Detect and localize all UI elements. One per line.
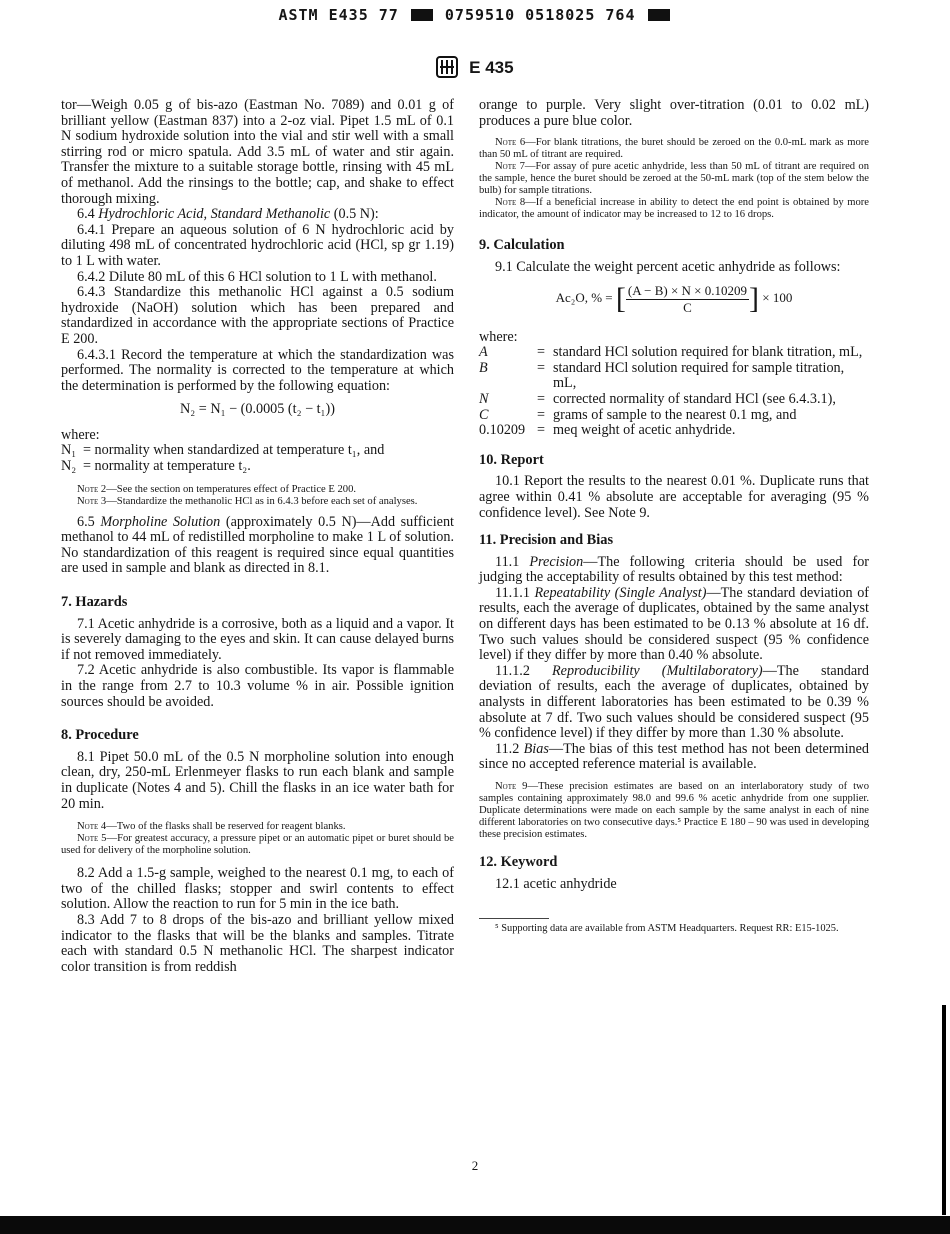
def-equals: = bbox=[537, 406, 546, 423]
paragraph-8-3: 8.3 Add 7 to 8 drops of the bis-azo and brilliant yellow mixed indicator to the flasks that will be the blanks and samples. Titrate each with standard 0.5 N methanolic HCl. The sharpest indicator color transition is from reddish bbox=[61, 911, 454, 975]
paragraph-7-1: 7.1 Acetic anhydride is a corrosive, both as a liquid and a vapor. It is severely damaging to the eyes and skin. It can cause delayed burns if not removed immediately. bbox=[61, 615, 454, 663]
def-text: meq weight of acetic anhydride. bbox=[553, 422, 736, 439]
black-block-mark bbox=[411, 9, 433, 21]
astm-logo-icon bbox=[436, 56, 458, 78]
paragraph-6-4-3: 6.4.3 Standardize this methanolic HCl against a 0.5 sodium hydroxide (NaOH) solution which has been prepared and standardized in accordance with the appropriate sections of Practice E 200. bbox=[61, 284, 454, 347]
paragraph-8-2: 8.2 Add a 1.5-g sample, weighed to the nearest 0.1 mg, to each of two of the chilled flasks; stopper and swirl contents to effect solution. Allow the reaction to run for 5 min in the ice bath. bbox=[61, 865, 454, 913]
left-column bbox=[61, 98, 454, 975]
paragraph-11-1-1: 11.1.1 Repeatability (Single Analyst)—The standard deviation of results, each the average of duplicates, obtained by the same analyst on different days has been estimated to be 0.13 % absolute at 16 df. Two such values should be considered suspect (95 % confidence level) if they differ by more than 0.40 % absolute. bbox=[479, 584, 870, 664]
def-equals: = bbox=[537, 344, 546, 361]
page-number: 2 bbox=[471, 1158, 479, 1173]
heading-keyword: 12. Keyword bbox=[479, 854, 558, 870]
def-symbol: A bbox=[479, 344, 488, 361]
def-text: grams of sample to the nearest 0.1 mg, and bbox=[553, 406, 797, 423]
def-text: standard HCl solution required for blank titration, mL, bbox=[553, 344, 863, 361]
paragraph-8-3-cont: orange to purple. Very slight over-titration (0.01 to 0.02 mL) produces a pure blue color. bbox=[479, 97, 869, 129]
def-symbol: 0.10209 bbox=[479, 422, 526, 439]
def-equals: = bbox=[537, 422, 546, 439]
section-6-5: 6.5 Morpholine Solution (approximately 0.5 N)—Add sufficient methanol to 44 mL of redistilled morpholine to make 1 L of solution. No standardization of this reagent is required since equal quantities are used in sample and blank as directed in 8.1. bbox=[61, 513, 454, 577]
footnote-5: ⁵ Supporting data are available from ASTM Headquarters. Request RR: E15-1025. bbox=[495, 923, 839, 935]
paragraph-7-2: 7.2 Acetic anhydride is also combustible. Its vapor is flammable in the range from 2.7 to 10.3 volume % in air. Possible ignition sources should be avoided. bbox=[61, 662, 454, 710]
heading-hazards: 7. Hazards bbox=[61, 594, 128, 611]
header-code-a: ASTM E435 77 bbox=[278, 6, 399, 24]
where-label-2: where: bbox=[479, 328, 518, 345]
paragraph-11-2: 11.2 Bias—The bias of this test method has not been determined since no accepted reference material is available. bbox=[479, 740, 870, 773]
note-4: Note 4—Two of the flasks shall be reserved for reagent blanks. bbox=[77, 821, 346, 833]
paragraph-6-4-1: 6.4.1 Prepare an aqueous solution of 6 N hydrochloric acid by diluting 498 mL of concentrated hydrochloric acid (HCl, sp gr 1.19) to 1 L with water. bbox=[61, 221, 454, 269]
note-7: Note 7—For assay of pure acetic anhydride, less than 50 mL of titrant are required on the sample, hence the buret should be zeroed at the 50-mL mark (top of the stem below the bulb) for sample titrations. bbox=[479, 161, 870, 197]
paragraph-indicator-cont: tor—Weigh 0.05 g of bis-azo (Eastman No. 7089) and 0.01 g of brilliant yellow (Eastman 837) into a 2-oz vial. Pipet 1.5 mL of 0.1 N sodium hydroxide solution into the vial and stir well with a small stirring rod or micro spatula. Add 3.5 mL of water and stir again. Transfer the mixture to a suitable storage bottle, rinsing with 45 mL of methanol. Add the rinsings to the bottle; cap, and shake to effect thorough mixing. bbox=[61, 97, 454, 207]
right-column bbox=[479, 98, 869, 935]
black-block-mark bbox=[648, 9, 670, 21]
heading-report: 10. Report bbox=[479, 451, 544, 468]
scan-bottom-band bbox=[0, 1216, 950, 1234]
paragraph-6-4-3-1: 6.4.3.1 Record the temperature at which the standardization was performed. The normality is corrected to the temperature at which the determination is performed by the following equation: bbox=[61, 346, 454, 394]
note-6: Note 6—For blank titrations, the buret should be zeroed on the 0.0-mL mark as more than 50 mL of titrant are required. bbox=[479, 137, 869, 161]
where-label: where: bbox=[61, 426, 100, 443]
paragraph-11-1-2: 11.1.2 Reproducibility (Multilaboratory)—The standard deviation of results, each the average of duplicates, obtained by analysts in different laboratories has been estimated to be 0.39 % absolute at 7 df. Two such values should be considered suspect (95 % confidence level) if they differ by more than 1.30 % absolute. bbox=[479, 662, 870, 742]
def-text: corrected normality of standard HCl (see 6.4.3.1), bbox=[553, 390, 836, 407]
heading-procedure: 8. Procedure bbox=[61, 727, 139, 744]
acetic-anhydride-equation: Ac₂O, % = [ $\frac{(A - B) \times N \times 0.10209}{C}$ ] × 100 bbox=[555, 282, 793, 316]
note-9: Note 9—These precision estimates are based on an interlaboratory study of two samples containing approximately 98.0 and 99.6 % acetic anhydride from one supplier. Duplicate determinations were made on each sample by the same analyst in each of nine different laboratories on two consecutive days.⁵ Practice E 180 – 90 was used in developing these precision estimates. bbox=[479, 781, 870, 840]
footnote-rule bbox=[479, 918, 549, 919]
def-equals: = bbox=[537, 390, 546, 407]
paragraph-9-1: 9.1 Calculate the weight percent acetic anhydride as follows: bbox=[495, 258, 841, 275]
note-2: Note 2—See the section on temperatures effect of Practice E 200. bbox=[77, 483, 357, 495]
note-8: Note 8—If a beneficial increase in ability to detect the end point is obtained by more indicator, the amount of indicator may be increased to 12 to 16 drops. bbox=[479, 197, 870, 221]
scan-header-code bbox=[0, 6, 950, 24]
def-symbol: B bbox=[479, 359, 488, 376]
variable-definitions bbox=[479, 345, 869, 439]
paragraph-8-1: 8.1 Pipet 50.0 mL of the 0.5 N morpholine solution into enough clean, dry, 250-mL Erlenmeyer flasks to run each blank and sample in duplicate (Notes 4 and 5). Chill the flasks in an ice water bath for 20 min. bbox=[61, 748, 454, 812]
designation-text: E 435 bbox=[469, 58, 514, 77]
normality-definitions: N₁ = normality when standardized at temperature t₁, and N₂ = normality at temperature t₂. bbox=[61, 442, 385, 475]
paragraph-6-4-2: 6.4.2 Dilute 80 mL of this 6 HCl solution to 1 L with methanol. bbox=[77, 268, 437, 285]
standard-designation bbox=[0, 56, 950, 78]
paragraph-10-1: 10.1 Report the results to the nearest 0.01 %. Duplicate runs that agree within 0.41 % absolute are acceptable for averaging (95 % confidence level). See Note 9. bbox=[479, 473, 869, 521]
scan-edge-line bbox=[942, 1005, 946, 1215]
normality-equation: N₂ = N₁ − (0.0005 (t₂ − t₁)) bbox=[180, 401, 335, 418]
def-text: standard HCl solution required for sample titration, mL, bbox=[553, 359, 845, 392]
heading-calculation: 9. Calculation bbox=[479, 237, 565, 254]
note-5: Note 5—For greatest accuracy, a pressure pipet or an automatic pipet or buret should be used for delivery of the morpholine solution. bbox=[61, 833, 454, 857]
def-symbol: N bbox=[479, 390, 489, 407]
paragraph-12-1: 12.1 acetic anhydride bbox=[495, 875, 617, 892]
section-6-4-heading: 6.4 Hydrochloric Acid, Standard Methanolic (0.5 N): bbox=[77, 206, 379, 223]
header-code-b: 0759510 0518025 764 bbox=[444, 6, 636, 24]
paragraph-11-1: 11.1 Precision—The following criteria should be used for judging the acceptability of results obtained by this test method: bbox=[479, 553, 870, 586]
note-3: Note 3—Standardize the methanolic HCl as in 6.4.3 before each set of analyses. bbox=[77, 495, 418, 507]
def-symbol: C bbox=[479, 406, 489, 423]
def-equals: = bbox=[537, 359, 546, 376]
heading-precision-bias: 11. Precision and Bias bbox=[479, 532, 614, 549]
